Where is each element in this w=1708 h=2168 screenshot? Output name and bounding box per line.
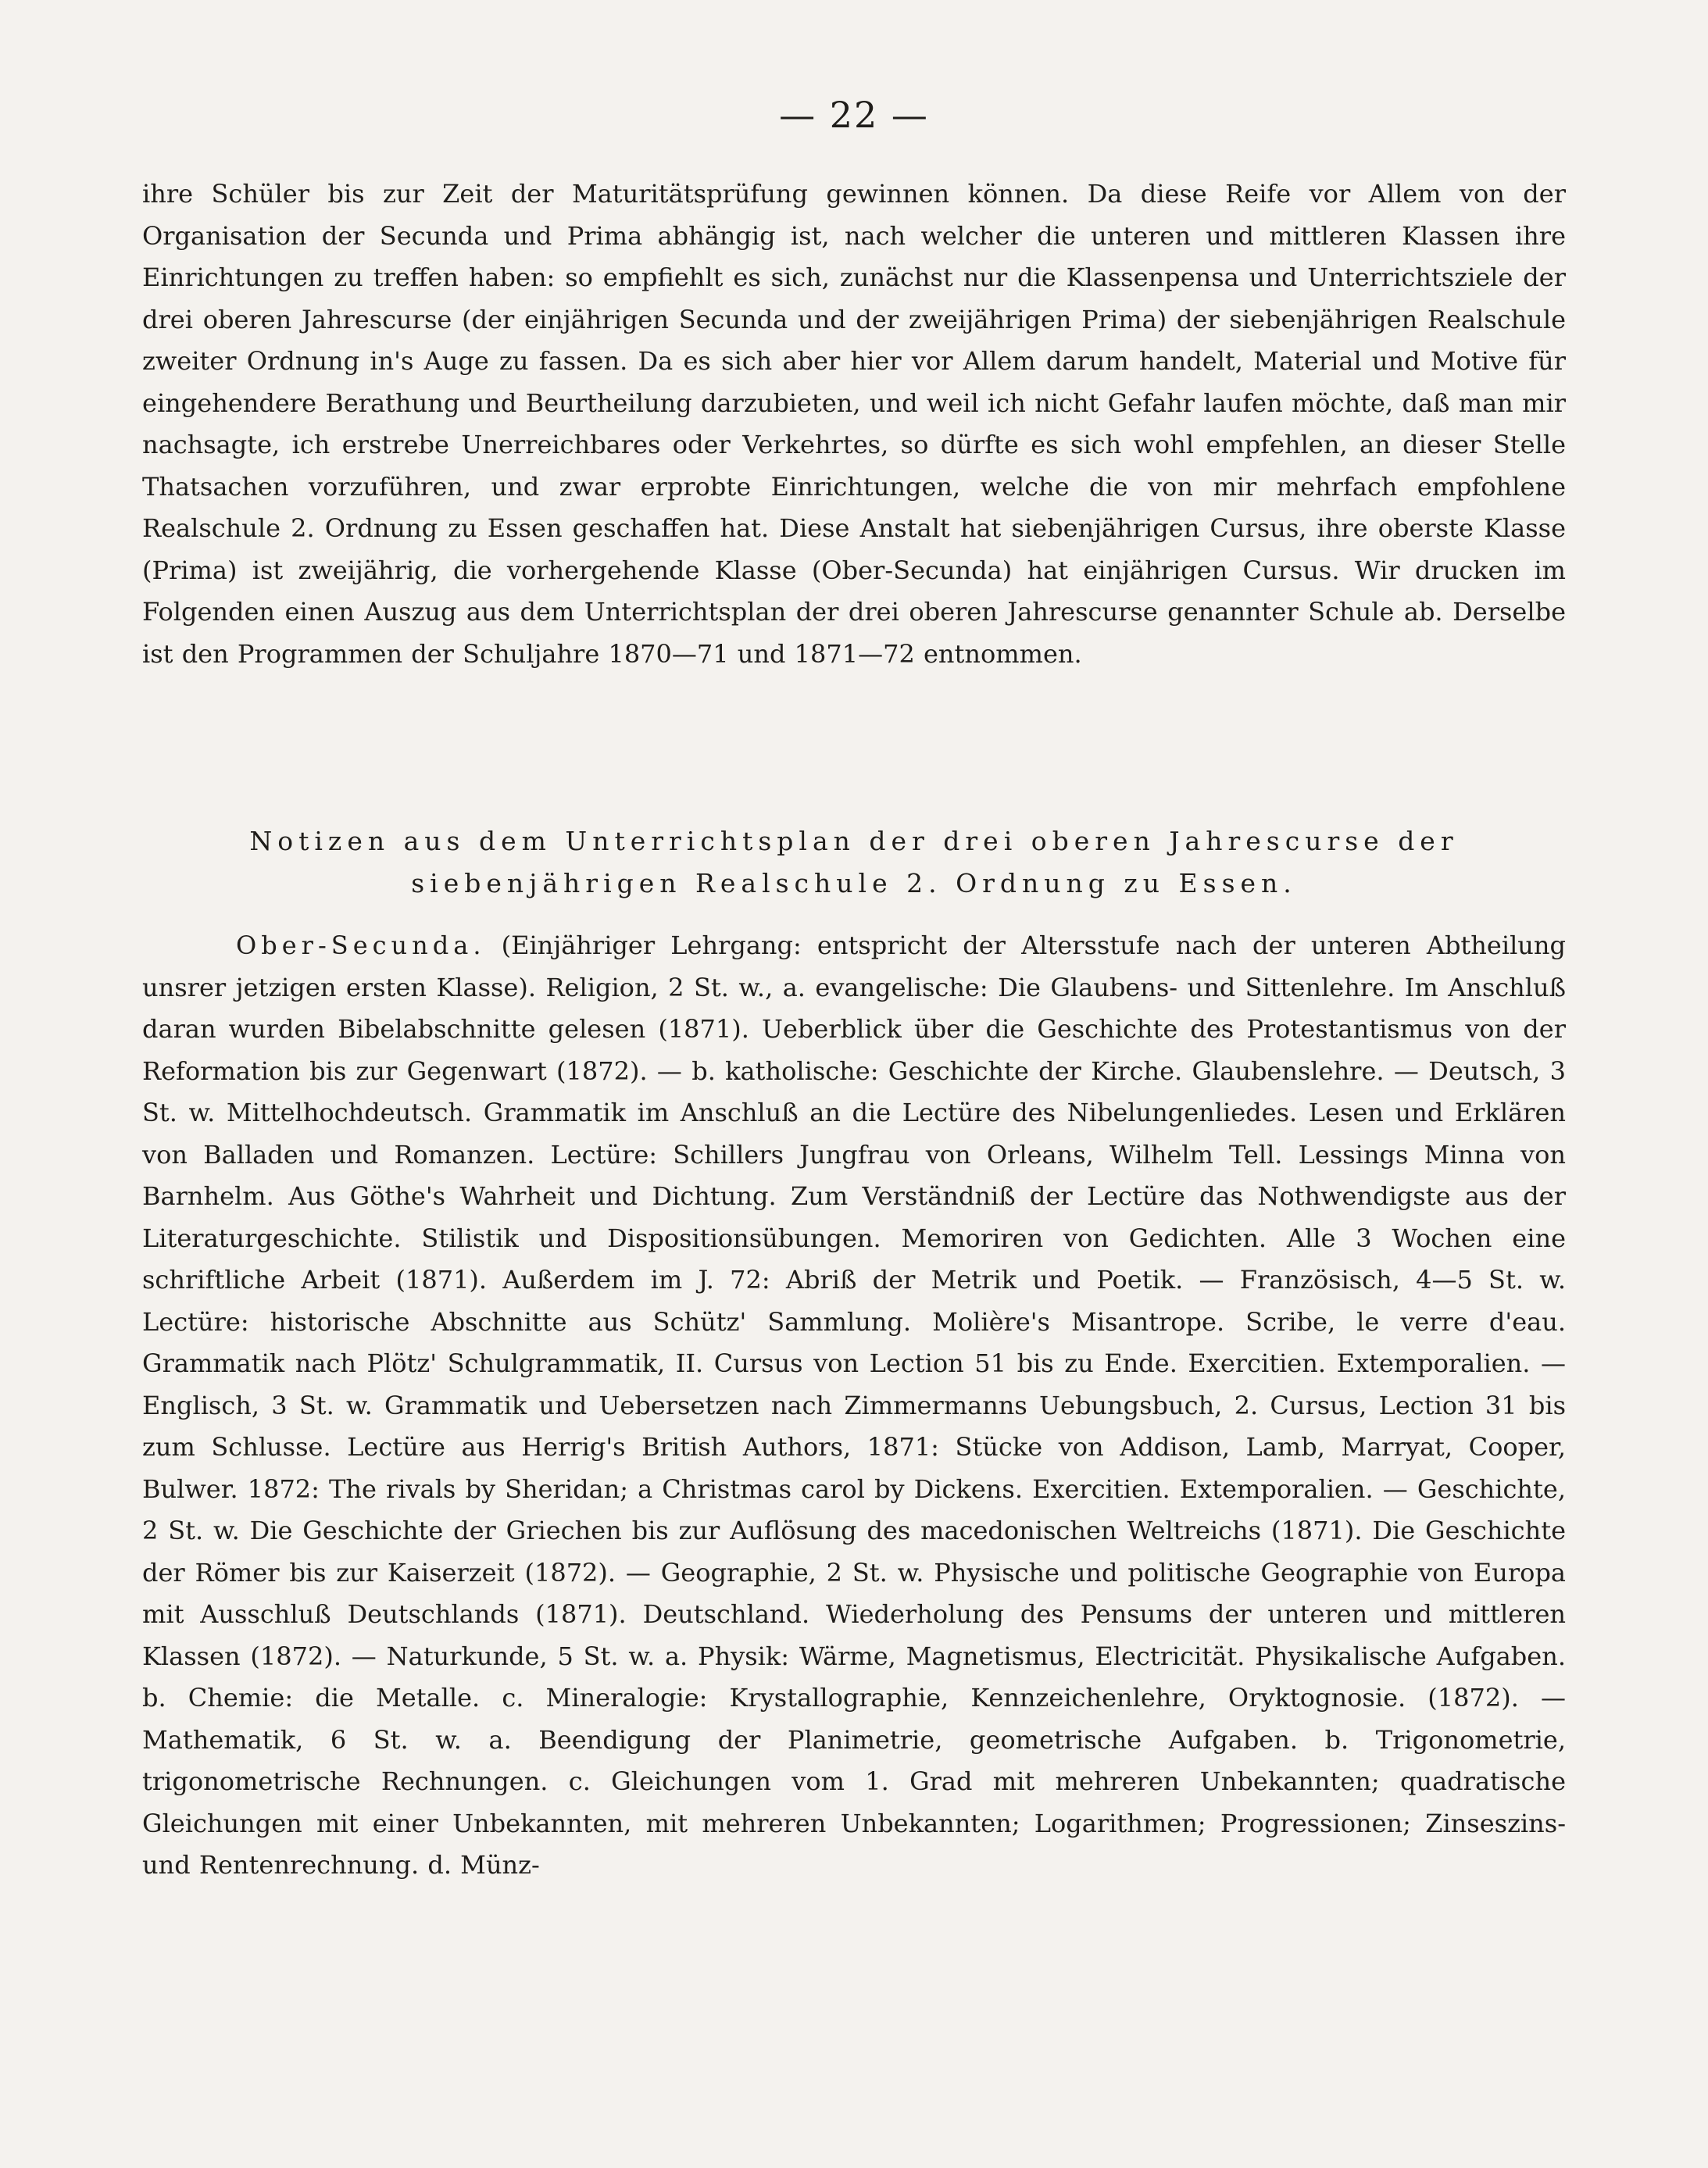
intro-paragraph: ihre Schüler bis zur Zeit der Maturitätsprüfung gewinnen können. Da diese Reife vor Allem von der Organisation der Secunda und Prima abhängig ist, nach welcher die unteren und mittleren Klassen ihre Einrichtungen zu treffen haben: so empfiehlt es sich, zunächst nur die Klassenpensa und Unterrichtsziele der drei oberen Jahrescurse (der einjährigen Secunda und der zweijährigen Prima) der siebenjährigen Realschule zweiter Ordnung in's Auge zu fassen. Da es sich aber hier vor Allem darum handelt, Material und Motive für eingehendere Berathung und Beurtheilung darzubieten, und weil ich nicht Gefahr laufen möchte, daß man mir nachsagte, ich erstrebe Unerreichbares oder Verkehrtes, so dürfte es sich wohl empfehlen, an dieser Stelle Thatsachen vorzuführen, und zwar erprobte Einrichtungen, welche die von mir mehrfach empfohlene Realschule 2. Ordnung zu Essen geschaffen hat. Diese Anstalt hat siebenjährigen Cursus, ihre oberste Klasse (Prima) ist zweijährig, die vorhergehende Klasse (Ober-Secunda) hat einjährigen Cursus. Wir drucken im Folgenden einen Auszug aus dem Unterrichtsplan der drei oberen Jahrescurse genannter Schule ab. Derselbe ist den Programmen der Schuljahre 1870—71 und 1871—72 entnommen. [142,179,1566,669]
ober-secunda-paragraph [142,925,1566,1887]
section-body: (Einjähriger Lehrgang: entspricht der Altersstufe nach der unteren Abtheilung unsrer jetzigen ersten Klasse). Religion, 2 St. w., a. evangelische: Die Glaubens- und Sittenlehre. Im Anschluß daran wurden Bibelabschnitte gelesen (1871). Ueberblick über die Geschichte des Protestantismus von der Reformation bis zur Gegenwart (1872). — b. katholische: Geschichte der Kirche. Glaubenslehre. — Deutsch, 3 St. w. Mittelhochdeutsch. Grammatik im Anschluß an die Lectüre des Nibelungenliedes. Lesen und Erklären von Balladen und Romanzen. Lectüre: Schillers Jungfrau von Orleans, Wilhelm Tell. Lessings Minna von Barnhelm. Aus Göthe's Wahrheit und Dichtung. Zum Verständniß der Lectüre das Nothwendigste aus der Literaturgeschichte. Stilistik und Dispositionsübungen. Memoriren von Gedichten. Alle 3 Wochen eine schriftliche Arbeit (1871). Außerdem im J. 72: Abriß der Metrik und Poetik. — Französisch, 4—5 St. w. Lectüre: historische Abschnitte aus Schütz' Sammlung. Molière's Misantrope. Scribe, le verre d'eau. Grammatik nach Plötz' Schulgrammatik, II. Cursus von Lection 51 bis zu Ende. Exercitien. Extemporalien. — Englisch, 3 St. w. Grammatik und Uebersetzen nach Zimmermanns Uebungsbuch, 2. Cursus, Lection 31 bis zum Schlusse. Lectüre aus Herrig's British Authors, 1871: Stücke von Addison, Lamb, Marryat, Cooper, Bulwer. 1872: The rivals by Sheridan; a Christmas carol by Dickens. Exercitien. Extemporalien. — Geschichte, 2 St. w. Die Geschichte der Griechen bis zur Auflösung des macedonischen Weltreichs (1871). Die Geschichte der Römer bis zur Kaiserzeit (1872). — Geographie, 2 St. w. Physische und politische Geographie von Europa mit Ausschluß Deutschlands (1871). Deutschland. Wiederholung des Pensums der unteren und mittleren Klassen (1872). — Naturkunde, 5 St. w. a. Physik: Wärme, Magnetismus, Electricität. Physikalische Aufgaben. b. Chemie: die Metalle. c. Mineralogie: Krystallographie, Kennzeichenlehre, Oryktognosie. (1872). — Mathematik, 6 St. w. a. Beendigung der Planimetrie, geometrische Aufgaben. b. Trigonometrie, trigonometrische Rechnungen. c. Gleichungen vom 1. Grad mit mehreren Unbekannten; quadratische Gleichungen mit einer Unbekannten, mit mehreren Unbekannten; Logarithmen; Progressionen; Zinseszins- und Rentenrechnung. d. Münz- [142,930,1566,1880]
section-heading: Notizen aus dem Unterrichtsplan der drei oberen Jahrescurse der siebenjährigen Realschule 2. Ordnung zu Essen. [249,826,1459,898]
page-number: — 22 — [779,94,929,136]
section-lead: Ober-Secunda. [236,930,486,960]
